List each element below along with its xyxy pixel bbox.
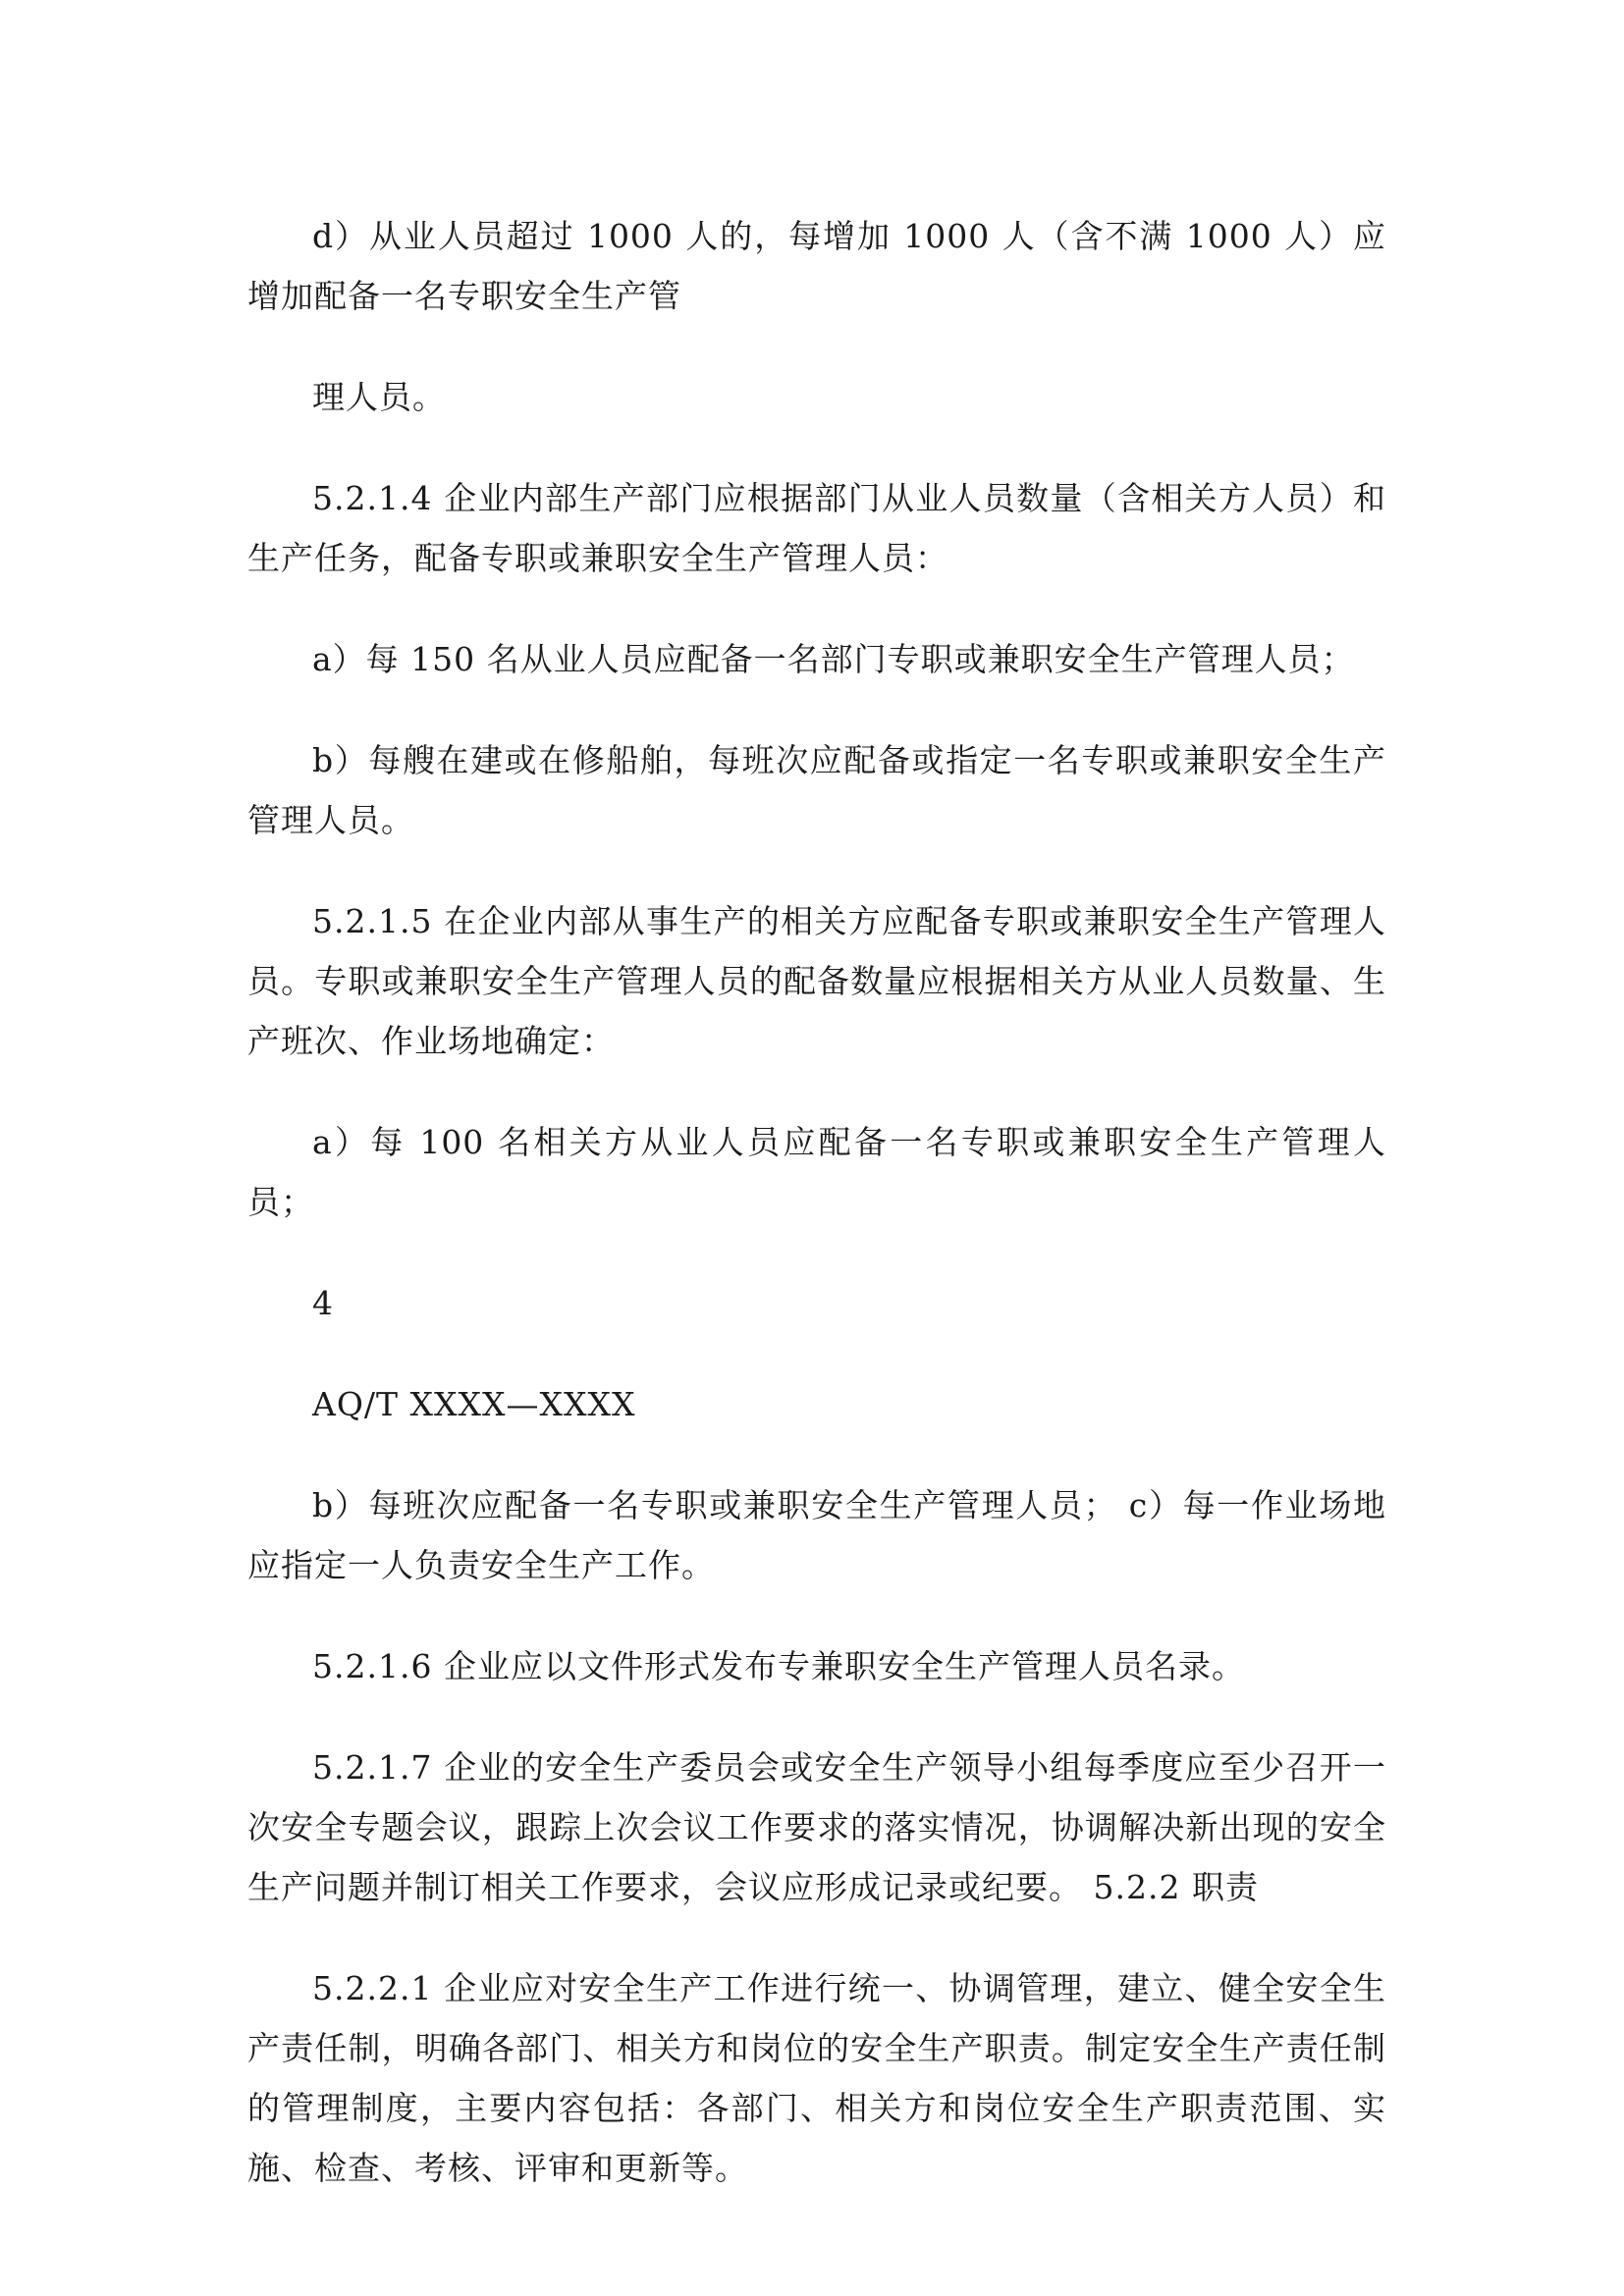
paragraph-a-per-150: a）每 150 名从业人员应配备一名部门专职或兼职安全生产管理人员； [312, 640, 1355, 678]
paragraph-5-2-1-7: 5.2.1.7 企业的安全生产委员会或安全生产领导小组每季度应至少召开一次安全专题会议，跟踪上次会议工作要求的落实情况，协调解决新出现的安全生产问题并制订相关工作要求，会议应形成记录或纪要。 5.2.2 职责 [247, 1748, 1386, 1906]
standard-code: AQ/T XXXX—XXXX [312, 1385, 636, 1423]
paragraph-b-c-shift-site: b）每班次应配备一名专职或兼职安全生产管理人员； c）每一作业场地应指定一人负责安全生产工作。 [247, 1486, 1386, 1584]
page-number: 4 [312, 1284, 334, 1322]
paragraph-a-per-100: a）每 100 名相关方从业人员应配备一名专职或兼职安全生产管理人员； [247, 1123, 1386, 1221]
paragraph-d-staffing-over-1000: d）从业人员超过 1000 人的，每增加 1000 人（含不满 1000 人）应增加配备一名专职安全生产管 [247, 217, 1386, 315]
document-body [247, 206, 1386, 2239]
paragraph-b-per-vessel: b）每艘在建或在修船舶，每班次应配备或指定一名专职或兼职安全生产管理人员。 [247, 741, 1386, 839]
paragraph-5-2-1-6: 5.2.1.6 企业应以文件形式发布专兼职安全生产管理人员名录。 [312, 1647, 1245, 1685]
paragraph-5-2-1-5: 5.2.1.5 在企业内部从事生产的相关方应配备专职或兼职安全生产管理人员。专职或兼职安全生产管理人员的配备数量应根据相关方从业人员数量、生产班次、作业场地确定： [247, 902, 1386, 1060]
paragraph-5-2-1-4: 5.2.1.4 企业内部生产部门应根据部门从业人员数量（含相关方人员）和生产任务，配备专职或兼职安全生产管理人员： [247, 479, 1386, 577]
paragraph-5-2-2-1: 5.2.2.1 企业应对安全生产工作进行统一、协调管理，建立、健全安全生产责任制，明确各部门、相关方和岗位的安全生产职责。制定安全生产责任制的管理制度，主要内容包括：各部门、相关方和岗位安全生产职责范围、实施、检查、考核、评审和更新等。 [247, 1969, 1386, 2187]
paragraph-continuation-personnel: 理人员。 [312, 378, 446, 416]
